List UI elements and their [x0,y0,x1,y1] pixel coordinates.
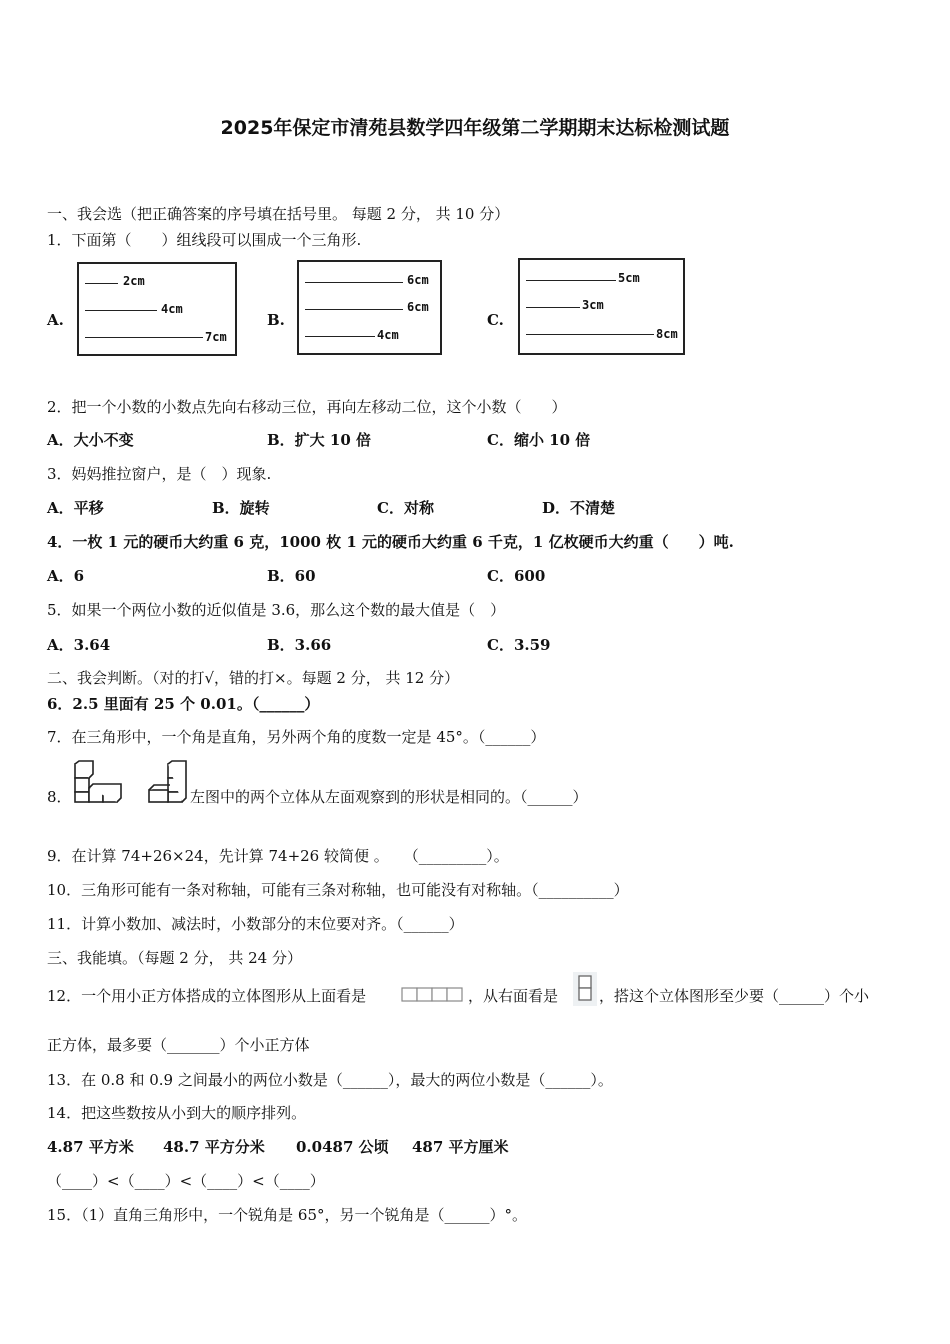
figure-option-b [297,260,442,355]
question-12-part-2: ，从右面看是 [468,987,559,1005]
segment [526,307,580,308]
segment-label: 8cm [656,327,678,341]
question-4: 4．一枚 1 元的硬币大约重 6 克，1000 枚 1 元的硬币大约重 6 千克，1 亿枚硬币大约重（ ）吨. [47,533,734,551]
question-2: 2．把一个小数的小数点先向右移动三位，再向左移动二位，这个小数（ ） [47,398,567,416]
section-1-heading: 一、我会选（把正确答案的序号填在括号里。 每题 2 分， 共 10 分） [47,205,510,223]
segment [526,334,654,335]
q2-option-c: C．缩小 10 倍 [487,431,591,449]
question-9: 9．在计算 74+26×24，先计算 74+26 较简便 。 （_________）。 [47,847,509,865]
segment [85,337,203,338]
question-1: 1．下面第（ ）组线段可以围成一个三角形. [47,231,362,249]
q3-option-d: D．不清楚 [542,499,616,517]
segment-label: 6cm [407,273,429,287]
segment-label: 3cm [582,298,604,312]
q5-option-c: C．3.59 [487,636,551,654]
segment [85,283,118,284]
question-10: 10．三角形可能有一条对称轴，可能有三条对称轴，也可能没有对称轴。（__________） [47,881,629,899]
q3-option-b: B．旋转 [212,499,270,517]
q14-item-2: 48.7 平方分米 [163,1138,265,1156]
option-a-label: A. [47,311,64,329]
q14-item-3: 0.0487 公顷 [296,1138,389,1156]
q14-item-1: 4.87 平方米 [47,1138,134,1156]
segment-label: 5cm [618,271,640,285]
q2-option-a: A．大小不变 [47,431,134,449]
segment-label: 4cm [377,328,399,342]
q3-option-a: A．平移 [47,499,104,517]
question-11: 11．计算小数加、减法时，小数部分的末位要对齐。（______） [47,915,464,933]
q5-option-a: A．3.64 [47,636,111,654]
question-15: 15．（1）直角三角形中，一个锐角是 65°，另一个锐角是（______）°。 [47,1206,527,1224]
top-view-squares-icon [400,985,466,1003]
segment-label: 7cm [205,330,227,344]
segment [305,336,375,337]
question-12-part-3: ，搭这个立体图形至少要（______）个小 [599,987,870,1005]
question-12-part-4: 正方体，最多要（_______）个小正方体 [47,1036,310,1054]
segment-label: 2cm [123,274,145,288]
option-c-label: C. [487,311,504,329]
question-14: 14．把这些数按从小到大的顺序排列。 [47,1104,307,1122]
q4-option-b: B．60 [267,567,316,585]
segment-label: 4cm [161,302,183,316]
segment [85,310,157,311]
section-2-heading: 二、我会判断。（对的打√，错的打×。每题 2 分， 共 12 分） [47,669,460,687]
section-3-heading: 三、我能填。（每题 2 分， 共 24 分） [47,949,302,967]
question-13: 13．在 0.8 和 0.9 之间最小的两位小数是（______），最大的两位小数是（______）。 [47,1071,613,1089]
q2-option-b: B．扩大 10 倍 [267,431,371,449]
segment-label: 6cm [407,300,429,314]
q14-item-4: 487 平方厘米 [412,1138,509,1156]
figure-option-a [77,262,237,356]
segment [526,280,616,281]
segment [305,309,403,310]
question-7: 7．在三角形中，一个角是直角，另外两个角的度数一定是 45°。（______） [47,728,546,746]
q4-option-c: C．600 [487,567,546,585]
q5-option-b: B．3.66 [267,636,332,654]
q4-option-a: A．6 [47,567,85,585]
segment [305,282,403,283]
question-14-blanks: （____）<（____）<（____）<（____） [47,1172,325,1190]
cube-figure-right-icon [146,760,190,804]
question-12-part-1: 12．一个用小正方体搭成的立体图形从上面看是 [47,987,367,1005]
question-6: 6．2.5 里面有 25 个 0.01。（______） [47,695,320,713]
option-b-label: B. [267,311,285,329]
right-view-squares-icon [573,972,597,1006]
page-title: 2025年保定市清苑县数学四年级第二学期期末达标检测试题 [220,117,730,139]
question-8-number: 8． [47,788,72,806]
figure-option-c [518,258,685,355]
question-5: 5．如果一个两位小数的近似值是 3.6，那么这个数的最大值是（ ） [47,601,506,619]
q3-option-c: C．对称 [377,499,434,517]
question-3: 3．妈妈推拉窗户，是（ ）现象. [47,465,272,483]
question-8: 左图中的两个立体从左面观察到的形状是相同的。（______） [190,788,588,806]
cube-figure-left-icon [73,760,125,804]
